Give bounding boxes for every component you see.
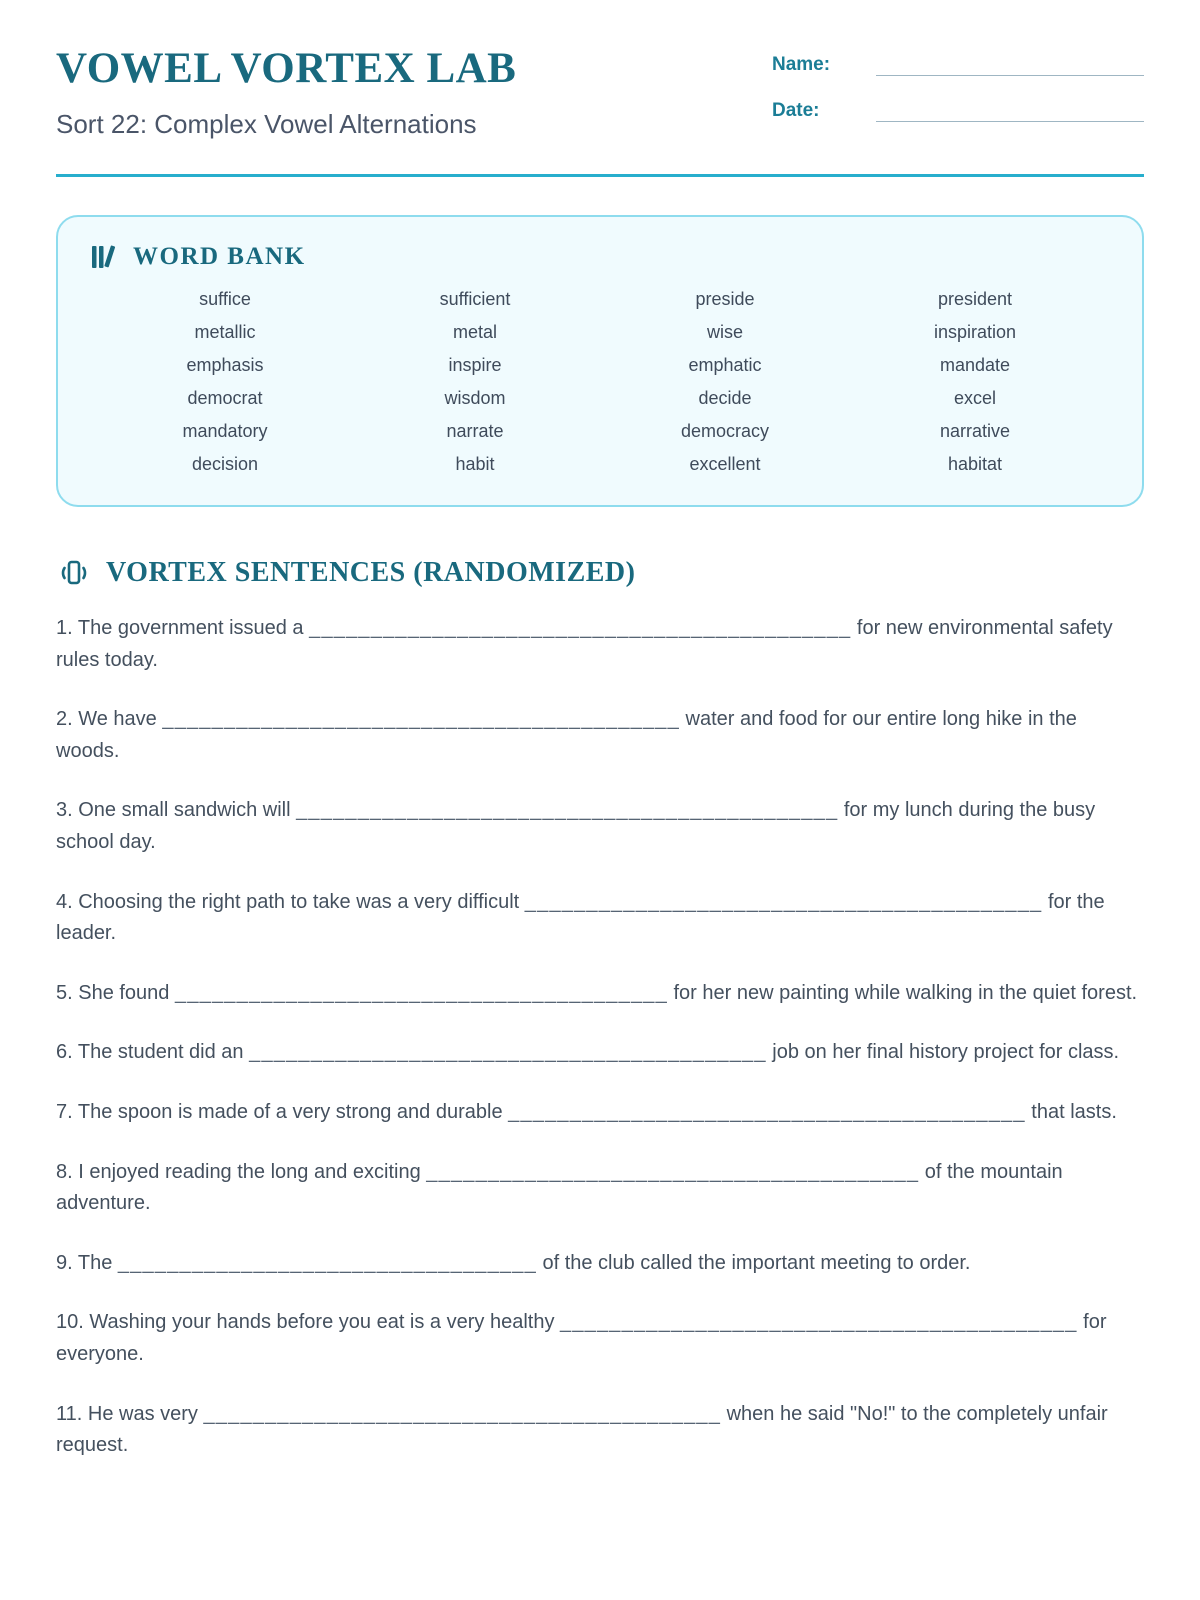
sentence-text-before: 6. The student did an <box>56 1041 244 1064</box>
sentence-text-before: 10. Washing your hands before you eat is a very healthy <box>56 1311 555 1334</box>
sentence-text-after: for her new painting while walking in the quiet forest. <box>673 981 1138 1004</box>
word-bank-word: democracy <box>680 421 770 441</box>
sentences-title: VORTEX SENTENCES (RANDOMIZED) <box>106 557 636 588</box>
word-bank-heading <box>90 243 1110 271</box>
page-title: VOWEL VORTEX LAB <box>56 45 517 92</box>
page-subtitle: Sort 22: Complex Vowel Alternations <box>56 109 477 139</box>
name-field-row <box>772 54 1144 76</box>
word-bank-word: habitat <box>947 454 1003 474</box>
answer-blank[interactable]: ________________________________________ <box>175 981 668 1004</box>
sentence-item <box>56 978 1144 1010</box>
sentence-text-before: 3. One small sandwich will <box>56 799 291 822</box>
word-bank-word: democrat <box>187 388 263 408</box>
word-bank-grid <box>90 289 1110 475</box>
sentence-item <box>56 1037 1144 1069</box>
word-bank-word: emphasis <box>186 355 264 375</box>
title-block <box>56 44 516 140</box>
answer-blank[interactable]: ____________________________________________ <box>309 617 852 639</box>
sentence-text-after: job on her final history project for class. <box>772 1041 1120 1064</box>
answer-blank[interactable]: ____________________________________________ <box>296 799 839 822</box>
sentence-text-after: for the leader. <box>56 890 1105 945</box>
sentence-text-after: of the club called the important meeting to order. <box>542 1251 971 1274</box>
name-date-block <box>772 44 1144 146</box>
sentence-text-before: 1. The government issued a <box>56 617 304 639</box>
name-label: Name: <box>772 54 831 75</box>
word-bank-word: inspire <box>448 355 502 375</box>
word-bank-word: wisdom <box>444 388 506 408</box>
sentence-text-after: that lasts. <box>1031 1100 1117 1123</box>
date-input-line[interactable] <box>876 100 1144 122</box>
sentence-text-after: for new environmental safety rules today. <box>56 617 1113 671</box>
answer-blank[interactable]: __________________________________________ <box>560 1311 1078 1334</box>
word-bank-word: president <box>937 289 1013 309</box>
sentence-text-after: when he said "No!" to the completely unfair request. <box>56 1402 1108 1457</box>
word-bank-word: preside <box>695 289 755 309</box>
sentence-item <box>56 887 1144 950</box>
word-bank-word: excellent <box>689 454 761 474</box>
sentences-list <box>56 613 1144 1462</box>
sentence-text-after: of the mountain adventure. <box>56 1160 1063 1215</box>
date-label: Date: <box>772 100 820 121</box>
word-bank-word: decision <box>191 454 259 474</box>
word-bank-word: suffice <box>199 289 251 309</box>
sentence-text-before: 7. The spoon is made of a very strong and durable <box>56 1100 503 1123</box>
sentence-text-after: for everyone. <box>56 1311 1107 1365</box>
sentence-text-before: 2. We have <box>56 708 157 731</box>
answer-blank[interactable]: __________________________________________ <box>524 890 1043 913</box>
worksheet-header <box>56 44 1144 146</box>
sentence-text-after: for my lunch during the busy school day. <box>56 799 1096 853</box>
sentences-heading <box>56 557 1144 589</box>
name-input-line[interactable] <box>876 54 1144 76</box>
answer-blank[interactable]: __________________________________________ <box>203 1402 722 1425</box>
word-bank-word: inspiration <box>933 322 1017 342</box>
sentence-text-before: 5. She found <box>56 981 170 1004</box>
answer-blank[interactable]: __________________________________________ <box>249 1041 767 1064</box>
answer-blank[interactable]: __________________________________________ <box>508 1100 1026 1123</box>
date-field-row <box>772 100 1144 122</box>
sentence-item <box>56 795 1144 858</box>
answer-blank[interactable]: __________________________________ <box>117 1251 537 1274</box>
sentence-text-before: 11. He was very <box>56 1402 198 1425</box>
word-bank-word: mandatory <box>182 421 268 441</box>
sentence-text-after: water and food for our entire long hike in the woods. <box>56 708 1077 762</box>
word-bank-word: narrate <box>446 421 504 441</box>
word-bank-word: narrative <box>939 421 1011 441</box>
word-bank-word: decide <box>698 388 752 408</box>
sentence-item <box>56 1157 1144 1220</box>
word-bank-word: mandate <box>939 355 1011 375</box>
word-bank-title: WORD BANK <box>133 243 306 270</box>
header-divider <box>56 174 1144 177</box>
sentence-text-before: 4. Choosing the right path to take was a very difficult <box>56 890 520 913</box>
sentence-item <box>56 704 1144 767</box>
answer-blank[interactable]: __________________________________________ <box>162 708 680 731</box>
sentence-item <box>56 613 1144 676</box>
word-bank-word: emphatic <box>688 355 762 375</box>
word-bank-word: metallic <box>194 322 256 342</box>
vibrating-phone-icon <box>56 557 92 589</box>
sentence-item <box>56 1307 1144 1370</box>
sentence-item <box>56 1097 1144 1129</box>
sentence-text-before: 8. I enjoyed reading the long and exciting <box>56 1160 421 1183</box>
books-icon <box>90 244 120 270</box>
word-bank-word: habit <box>455 454 495 474</box>
answer-blank[interactable]: ________________________________________ <box>426 1160 920 1183</box>
word-bank-panel <box>56 215 1144 507</box>
word-bank-word: metal <box>452 322 497 342</box>
word-bank-word: sufficient <box>439 289 511 309</box>
word-bank-word: excel <box>953 388 997 408</box>
sentence-text-before: 9. The <box>56 1251 113 1274</box>
sentence-item <box>56 1399 1144 1462</box>
word-bank-word: wise <box>706 322 743 342</box>
sentence-item <box>56 1248 1144 1280</box>
